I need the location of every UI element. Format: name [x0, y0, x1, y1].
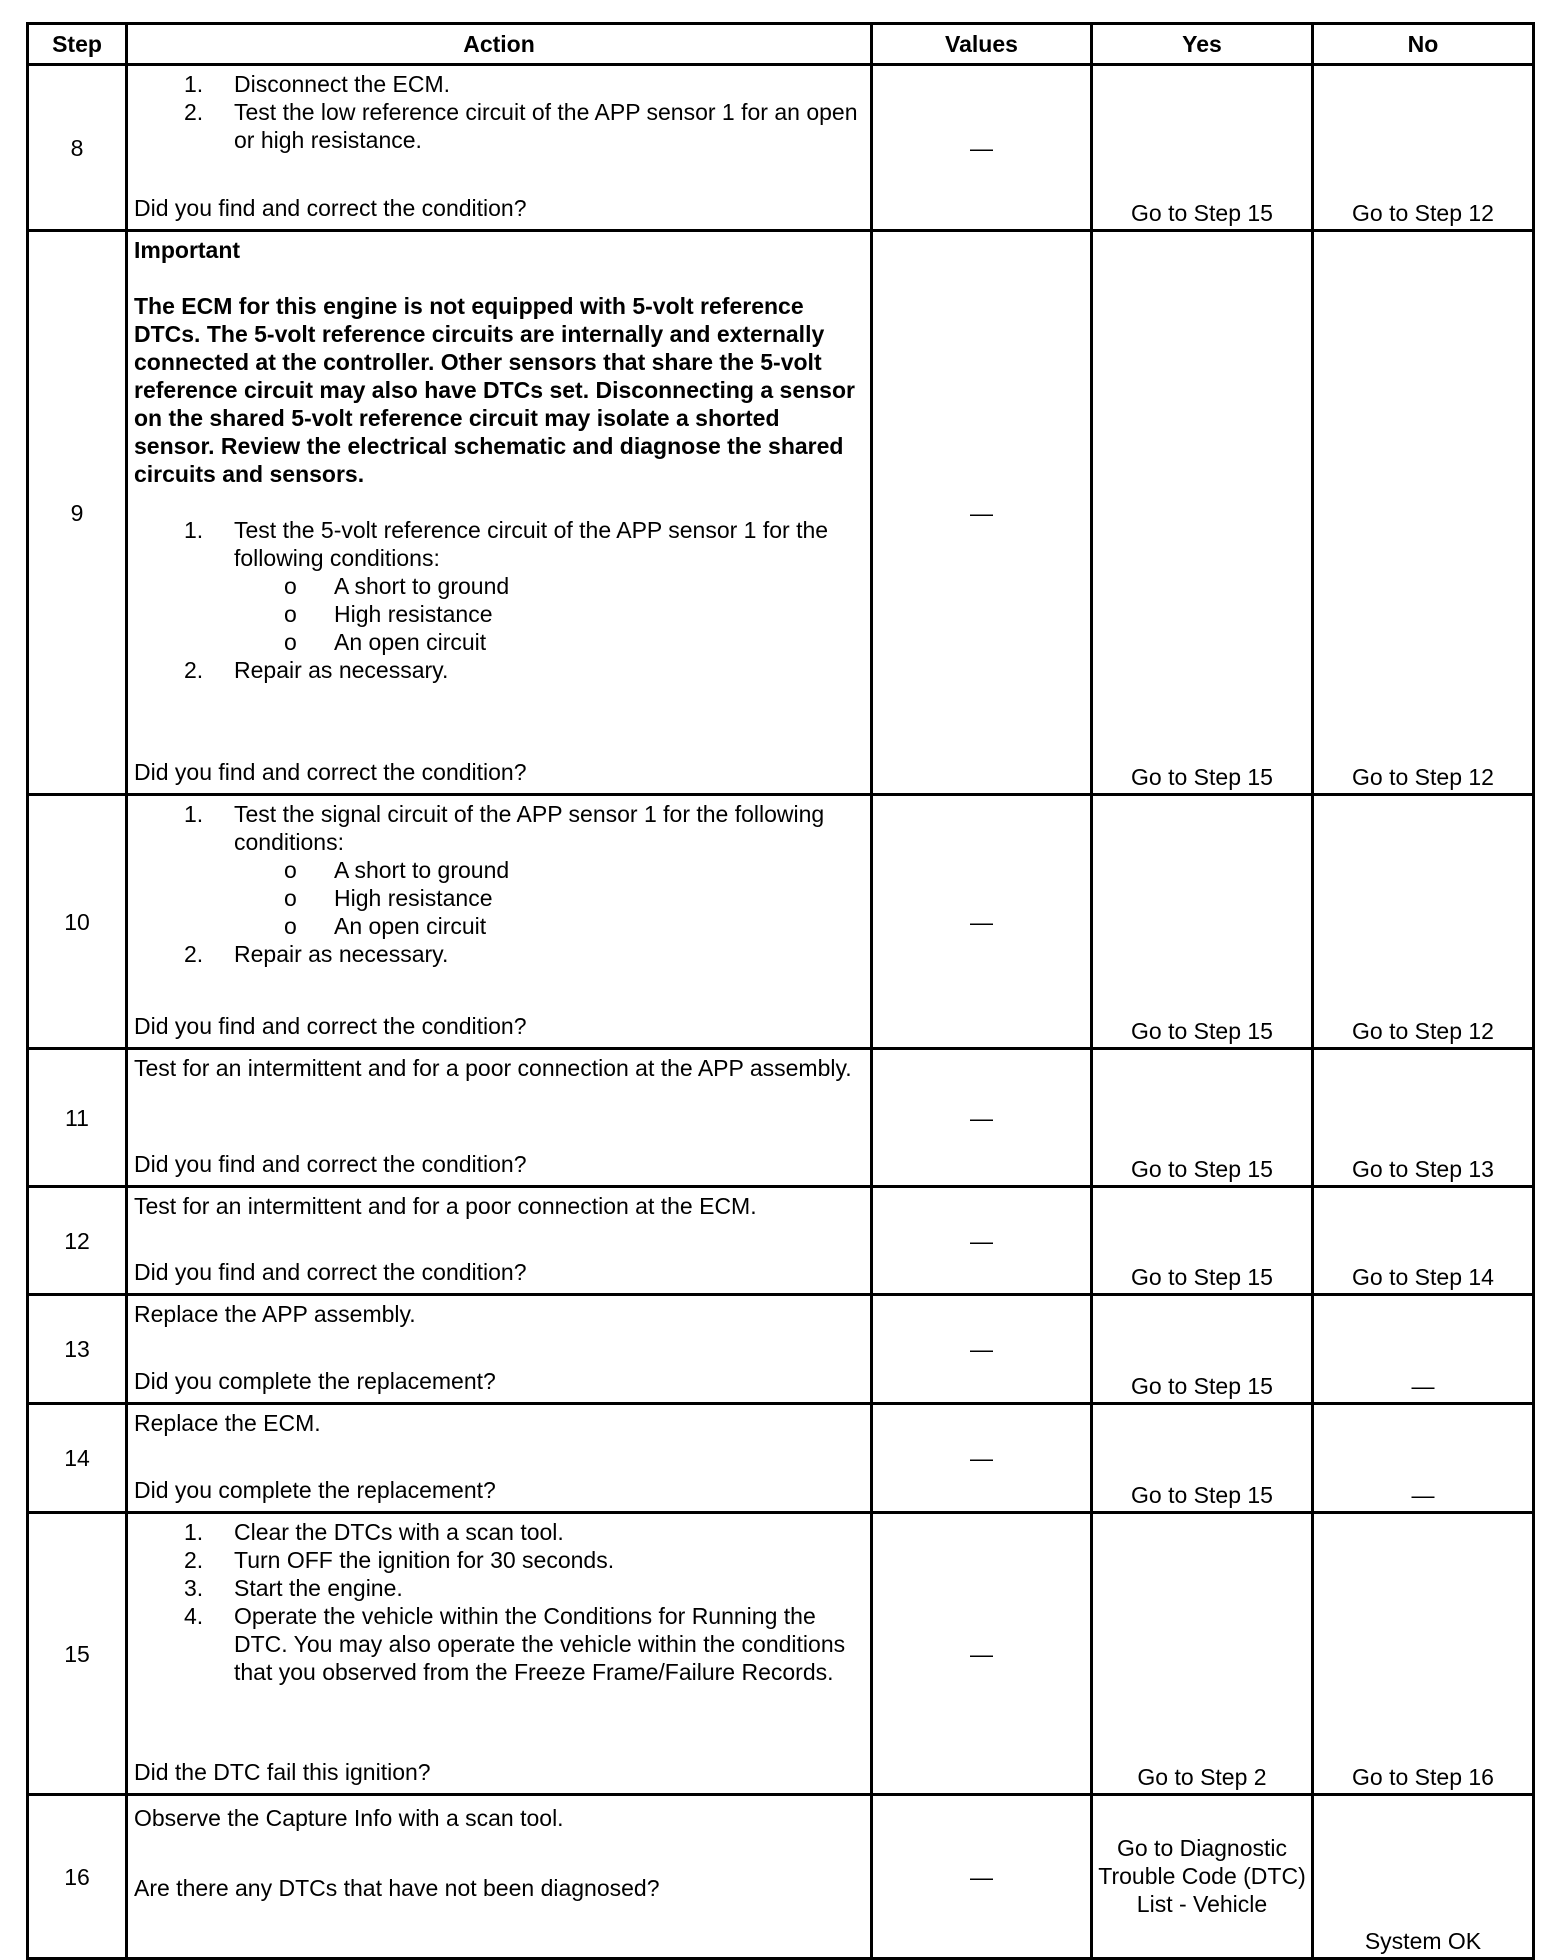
no-link[interactable]: Go to Step 14: [1352, 1264, 1494, 1290]
header-step: Step: [28, 24, 127, 65]
table-row: [28, 1404, 1534, 1513]
step-number: 13: [28, 1295, 127, 1404]
step-number: 14: [28, 1404, 127, 1513]
no-cell: [1313, 1049, 1534, 1187]
values-cell: —: [872, 1404, 1092, 1513]
values-cell: —: [872, 1795, 1092, 1959]
no-link[interactable]: Go to Step 12: [1352, 200, 1494, 226]
action-cell: [127, 1187, 872, 1295]
header-yes: Yes: [1092, 24, 1313, 65]
list-item: 4. Operate the vehicle within the Conditions for Running the DTC. You may also operate the vehicle within the conditions that you observed from the Freeze Frame/Failure Records.: [184, 1603, 846, 1685]
list-item: 2. Turn OFF the ignition for 30 seconds.: [184, 1547, 615, 1573]
question-text: Did you find and correct the condition?: [134, 1151, 527, 1177]
no-value: System OK: [1364, 1928, 1482, 1954]
no-link[interactable]: Go to Step 16: [1352, 1764, 1494, 1790]
table-row: [28, 1795, 1534, 1959]
yes-cell: [1092, 1513, 1313, 1795]
yes-link[interactable]: Go to Step 15: [1131, 1373, 1273, 1399]
header-no: No: [1313, 24, 1534, 65]
yes-link[interactable]: Go to Step 15: [1131, 1156, 1273, 1182]
action-cell: [127, 65, 872, 231]
step-number: 16: [28, 1795, 127, 1959]
step-list: [134, 940, 864, 968]
action-text: Replace the ECM.: [134, 1410, 321, 1436]
table-row: [28, 231, 1534, 795]
no-link[interactable]: Go to Step 12: [1352, 764, 1494, 790]
no-cell: [1313, 1295, 1534, 1404]
header-action: Action: [127, 24, 872, 65]
no-cell: [1313, 65, 1534, 231]
yes-cell: [1092, 1295, 1313, 1404]
action-cell: [127, 1795, 872, 1959]
yes-link[interactable]: Go to Diagnostic Trouble Code (DTC) List - Vehicle: [1098, 1834, 1306, 1917]
action-cell: [127, 1049, 872, 1187]
no-value: —: [1411, 1482, 1435, 1508]
action-cell: [127, 1513, 872, 1795]
header-values: Values: [872, 24, 1092, 65]
step-list: [134, 70, 864, 154]
table-row: [28, 1187, 1534, 1295]
step-number: 11: [28, 1049, 127, 1187]
question-text: Did you find and correct the condition?: [134, 759, 527, 785]
values-cell: —: [872, 1049, 1092, 1187]
no-link[interactable]: Go to Step 13: [1352, 1156, 1494, 1182]
important-body: The ECM for this engine is not equipped with 5-volt reference DTCs. The 5-volt reference circuits are internally and externally connected at the controller. Other sensors that share the 5-volt reference circuit may also have DTCs set. Disconnecting a sensor on the shared 5-volt reference circuit may isolate a shorted sensor. Review the electrical schematic and diagnose the shared circuits and sensors.: [134, 293, 855, 487]
list-item: 1. Test the signal circuit of the APP sensor 1 for the following conditions:: [184, 801, 825, 855]
yes-cell: [1092, 231, 1313, 795]
no-cell: [1313, 1404, 1534, 1513]
action-text: Test for an intermittent and for a poor connection at the ECM.: [134, 1193, 757, 1219]
table-row: [28, 65, 1534, 231]
question-text: Did you complete the replacement?: [134, 1477, 496, 1503]
no-value: —: [1411, 1373, 1435, 1399]
no-cell: [1313, 1513, 1534, 1795]
no-cell: [1313, 1187, 1534, 1295]
list-item: o A short to ground: [284, 573, 510, 599]
step-number: 10: [28, 795, 127, 1049]
table-row: [28, 795, 1534, 1049]
list-item: o A short to ground: [284, 857, 510, 883]
question-text: Did you find and correct the condition?: [134, 195, 527, 221]
list-item: o High resistance: [284, 885, 493, 911]
table-row: [28, 1295, 1534, 1404]
list-item: 2. Repair as necessary.: [184, 657, 449, 683]
question-text: Did you complete the replacement?: [134, 1368, 496, 1394]
list-item: o High resistance: [284, 601, 493, 627]
important-title: Important: [134, 237, 241, 263]
yes-link[interactable]: Go to Step 15: [1131, 1264, 1273, 1290]
values-cell: —: [872, 1295, 1092, 1404]
action-cell: [127, 1295, 872, 1404]
no-cell: [1313, 795, 1534, 1049]
list-item: 1. Disconnect the ECM.: [184, 71, 451, 97]
action-cell: [127, 231, 872, 795]
table-row: [28, 1049, 1534, 1187]
header-row: [28, 24, 1534, 65]
diagnostic-table: [26, 22, 1535, 1960]
question-text: Did you find and correct the condition?: [134, 1013, 527, 1039]
no-cell: [1313, 231, 1534, 795]
list-item: 1. Clear the DTCs with a scan tool.: [184, 1519, 564, 1545]
question-text: Are there any DTCs that have not been diagnosed?: [134, 1875, 660, 1901]
step-list: [134, 1518, 864, 1686]
values-cell: —: [872, 231, 1092, 795]
step-list: [134, 516, 864, 572]
action-text: Test for an intermittent and for a poor connection at the APP assembly.: [134, 1055, 852, 1081]
yes-link[interactable]: Go to Step 15: [1131, 200, 1273, 226]
action-text: Observe the Capture Info with a scan tool.: [134, 1805, 564, 1831]
condition-list: [134, 856, 864, 940]
values-cell: —: [872, 65, 1092, 231]
list-item: 3. Start the engine.: [184, 1575, 403, 1601]
yes-link[interactable]: Go to Step 15: [1131, 1482, 1273, 1508]
table-row: [28, 1513, 1534, 1795]
question-text: Did you find and correct the condition?: [134, 1259, 527, 1285]
condition-list: [134, 572, 864, 656]
list-item: 1. Test the 5-volt reference circuit of the APP sensor 1 for the following conditions:: [184, 517, 829, 571]
list-item: o An open circuit: [284, 629, 487, 655]
yes-cell: [1092, 1404, 1313, 1513]
no-cell: [1313, 1795, 1534, 1959]
yes-link[interactable]: Go to Step 15: [1131, 764, 1273, 790]
step-number: 12: [28, 1187, 127, 1295]
step-list: [134, 656, 864, 684]
yes-cell: [1092, 1049, 1313, 1187]
yes-link[interactable]: Go to Step 2: [1137, 1764, 1267, 1790]
action-text: Replace the APP assembly.: [134, 1301, 416, 1327]
step-list: [134, 800, 864, 856]
yes-cell: [1092, 1187, 1313, 1295]
yes-link[interactable]: Go to Step 15: [1131, 1018, 1273, 1044]
values-cell: —: [872, 1187, 1092, 1295]
step-number: 9: [28, 231, 127, 795]
yes-cell: [1092, 65, 1313, 231]
values-cell: —: [872, 795, 1092, 1049]
yes-cell: [1092, 1795, 1313, 1959]
action-cell: [127, 795, 872, 1049]
step-number: 15: [28, 1513, 127, 1795]
step-number: 8: [28, 65, 127, 231]
values-cell: —: [872, 1513, 1092, 1795]
list-item: 2. Test the low reference circuit of the APP sensor 1 for an open or high resistance.: [184, 99, 858, 153]
list-item: 2. Repair as necessary.: [184, 941, 449, 967]
question-text: Did the DTC fail this ignition?: [134, 1759, 431, 1785]
yes-cell: [1092, 795, 1313, 1049]
list-item: o An open circuit: [284, 913, 487, 939]
action-cell: [127, 1404, 872, 1513]
no-link[interactable]: Go to Step 12: [1352, 1018, 1494, 1044]
